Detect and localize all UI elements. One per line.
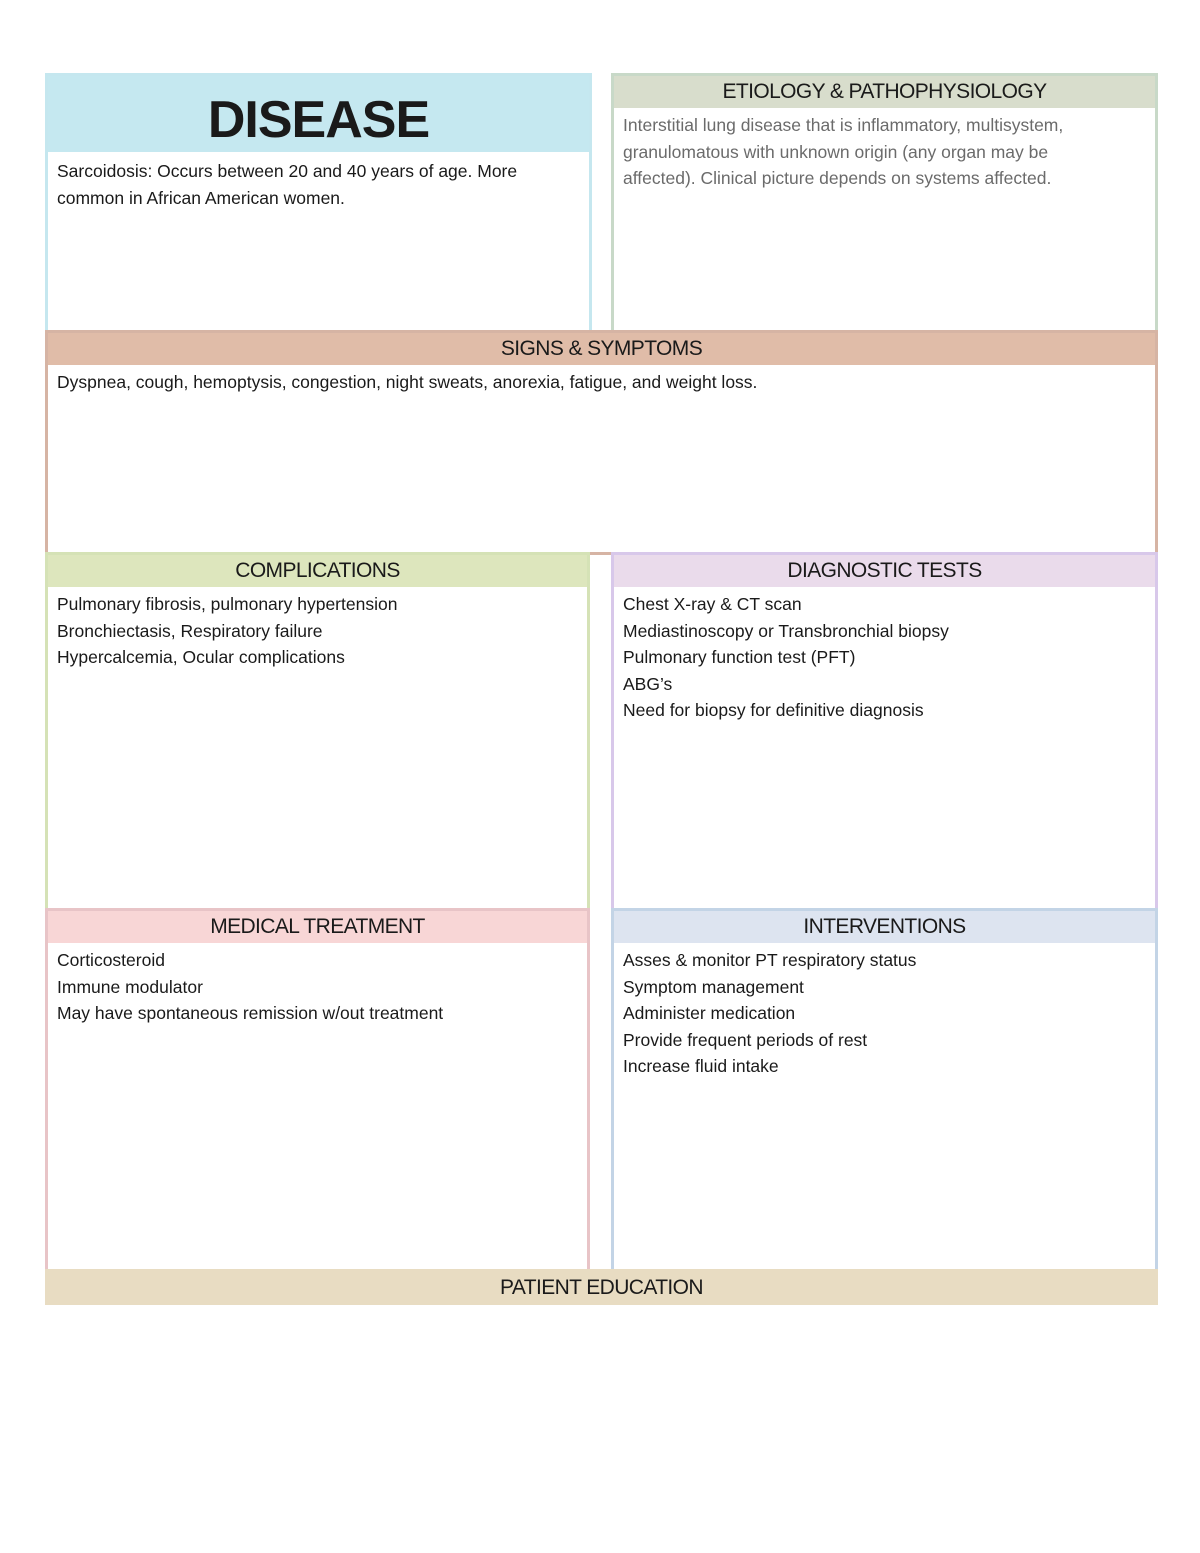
- signs-symptoms-section: [45, 330, 1158, 555]
- list-item: Pulmonary fibrosis, pulmonary hypertension: [57, 594, 398, 614]
- medical-treatment-list: [48, 943, 587, 1027]
- disease-description: [48, 152, 589, 211]
- disease-section: [45, 73, 592, 333]
- list-item: Administer medication: [623, 1003, 796, 1024]
- list-item: ABG’s: [623, 673, 673, 694]
- disease-text-line: Sarcoidosis: Occurs between 20 and 40 years of age. More: [57, 161, 518, 181]
- diagnostic-tests-heading: DIAGNOSTIC TESTS: [614, 555, 1155, 587]
- medical-treatment-heading: MEDICAL TREATMENT: [48, 911, 587, 943]
- list-item: Immune modulator: [57, 976, 203, 997]
- etiology-text-line: Interstitial lung disease that is inflammatory, multisystem,: [623, 115, 1064, 135]
- signs-symptoms-body: [48, 365, 1155, 396]
- signs-symptoms-text: Dyspnea, cough, hemoptysis, congestion, night sweats, anorexia, fatigue, and weight loss.: [57, 372, 758, 392]
- etiology-section: [611, 73, 1158, 333]
- list-item: Mediastinoscopy or Transbronchial biopsy: [623, 620, 949, 641]
- list-item: Asses & monitor PT respiratory status: [623, 950, 917, 970]
- list-item: Need for biopsy for definitive diagnosis: [623, 700, 924, 721]
- etiology-text-line: affected). Clinical picture depends on systems affected.: [623, 168, 1052, 189]
- list-item: Increase fluid intake: [623, 1056, 779, 1077]
- list-item: Symptom management: [623, 976, 804, 997]
- list-item: Corticosteroid: [57, 950, 165, 970]
- list-item: Bronchiectasis, Respiratory failure: [57, 620, 323, 641]
- list-item: Chest X-ray & CT scan: [623, 594, 802, 614]
- signs-symptoms-heading: SIGNS & SYMPTOMS: [48, 333, 1155, 365]
- disease-title: DISEASE: [48, 76, 589, 152]
- complications-section: [45, 552, 590, 911]
- complications-list: [48, 587, 587, 671]
- patient-education-section: [45, 1269, 1158, 1305]
- etiology-text-line: granulomatous with unknown origin (any organ may be: [623, 141, 1049, 162]
- list-item: Pulmonary function test (PFT): [623, 647, 856, 668]
- list-item: Provide frequent periods of rest: [623, 1029, 868, 1050]
- interventions-section: [611, 908, 1158, 1272]
- medical-treatment-section: [45, 908, 590, 1272]
- complications-heading: COMPLICATIONS: [48, 555, 587, 587]
- diagnostic-tests-section: [611, 552, 1158, 911]
- list-item: Hypercalcemia, Ocular complications: [57, 647, 345, 668]
- etiology-heading: ETIOLOGY & PATHOPHYSIOLOGY: [614, 76, 1155, 108]
- interventions-list: [614, 943, 1155, 1080]
- etiology-description: [614, 108, 1155, 192]
- disease-text-line: common in African American women.: [57, 187, 345, 208]
- interventions-heading: INTERVENTIONS: [614, 911, 1155, 943]
- list-item: May have spontaneous remission w/out treatment: [57, 1003, 444, 1024]
- diagnostic-tests-list: [614, 587, 1155, 724]
- patient-education-heading: PATIENT EDUCATION: [48, 1272, 1155, 1302]
